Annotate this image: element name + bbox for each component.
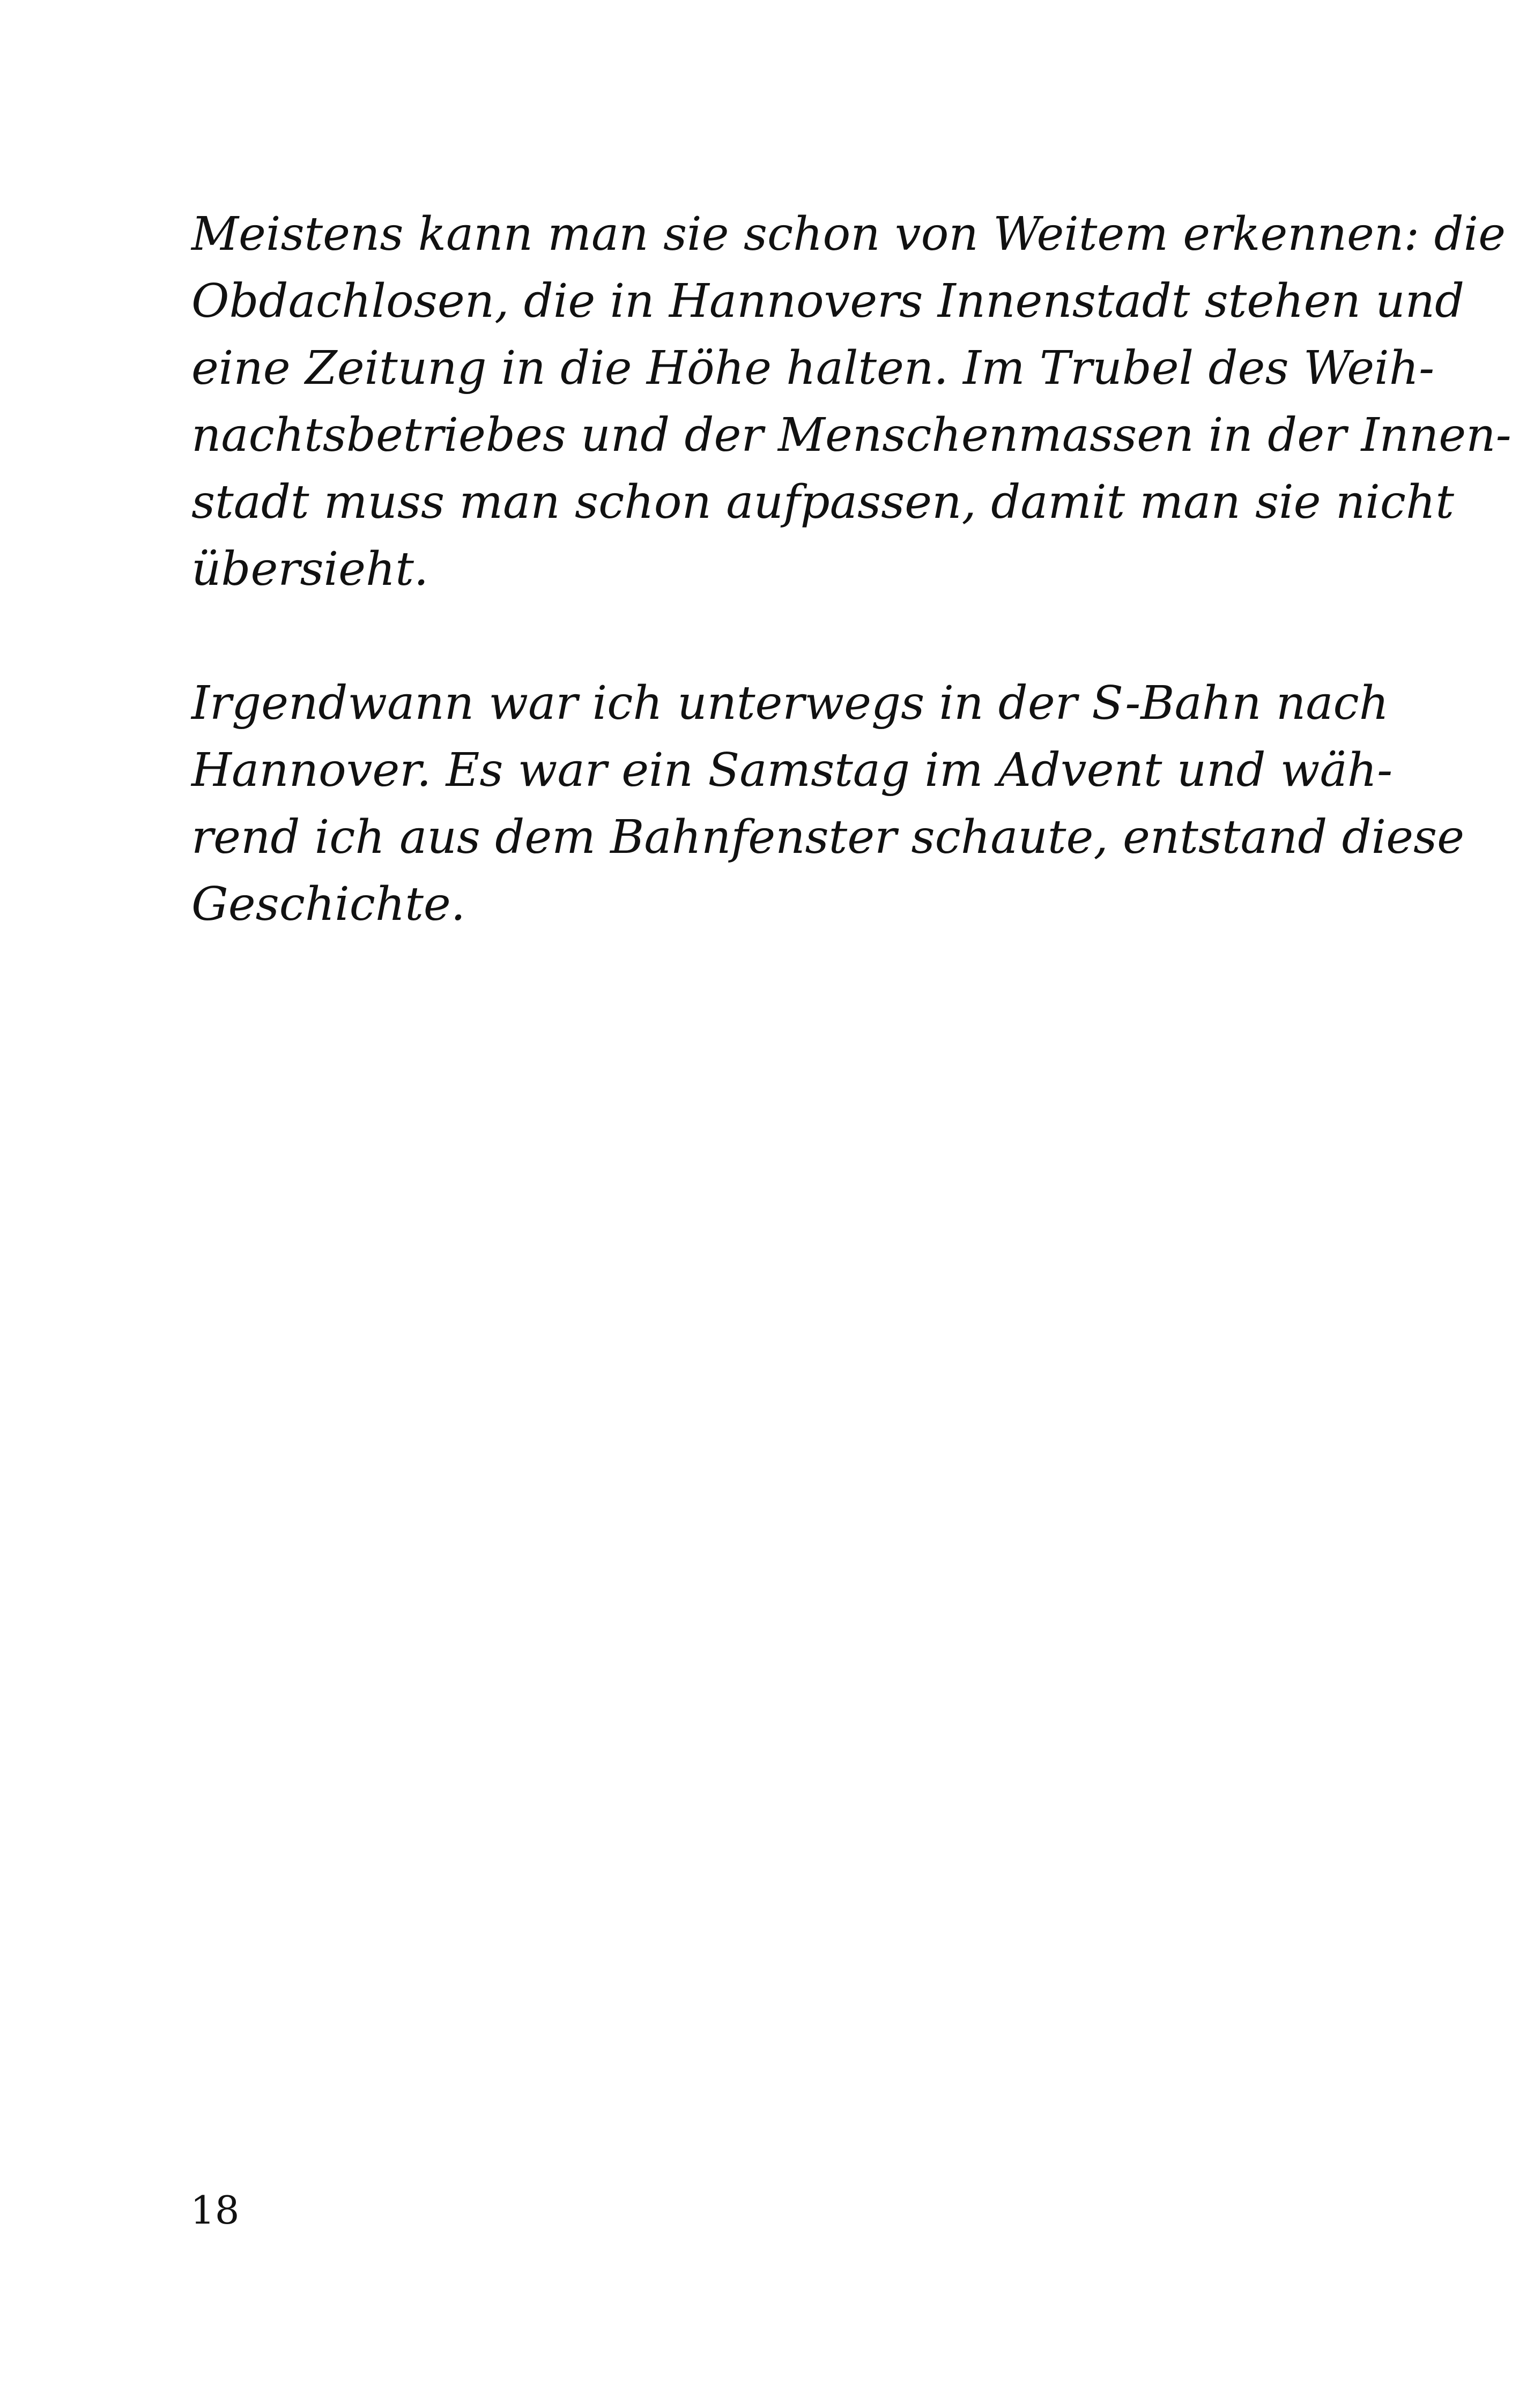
text-line: stadt muss man schon aufpassen, damit man sie nicht — [191, 475, 1454, 529]
page-number: 18 — [190, 2188, 240, 2233]
paragraph-gap — [191, 603, 1296, 670]
text-line: Hannover. Es war ein Samstag im Advent und wäh- — [191, 744, 1393, 797]
text-line: Geschichte. — [191, 878, 466, 931]
text-line: eine Zeitung in die Höhe halten. Im Trubel des Weih- — [191, 341, 1435, 395]
text-line: übersieht. — [191, 542, 429, 596]
text-line: rend ich aus dem Bahnfenster schaute, entstand diese — [191, 811, 1465, 864]
body-text — [191, 201, 1511, 938]
paragraph-2 — [191, 670, 1465, 938]
paragraph-1 — [191, 201, 1511, 603]
text-line: Irgendwann war ich unterwegs in der S-Bahn nach — [191, 677, 1389, 730]
text-line: Obdachlosen, die in Hannovers Innenstadt stehen und — [191, 274, 1465, 328]
text-line: nachtsbetriebes und der Menschenmassen in der Innen- — [191, 408, 1511, 462]
text-line: Meistens kann man sie schon von Weitem erkennen: die — [191, 207, 1506, 261]
